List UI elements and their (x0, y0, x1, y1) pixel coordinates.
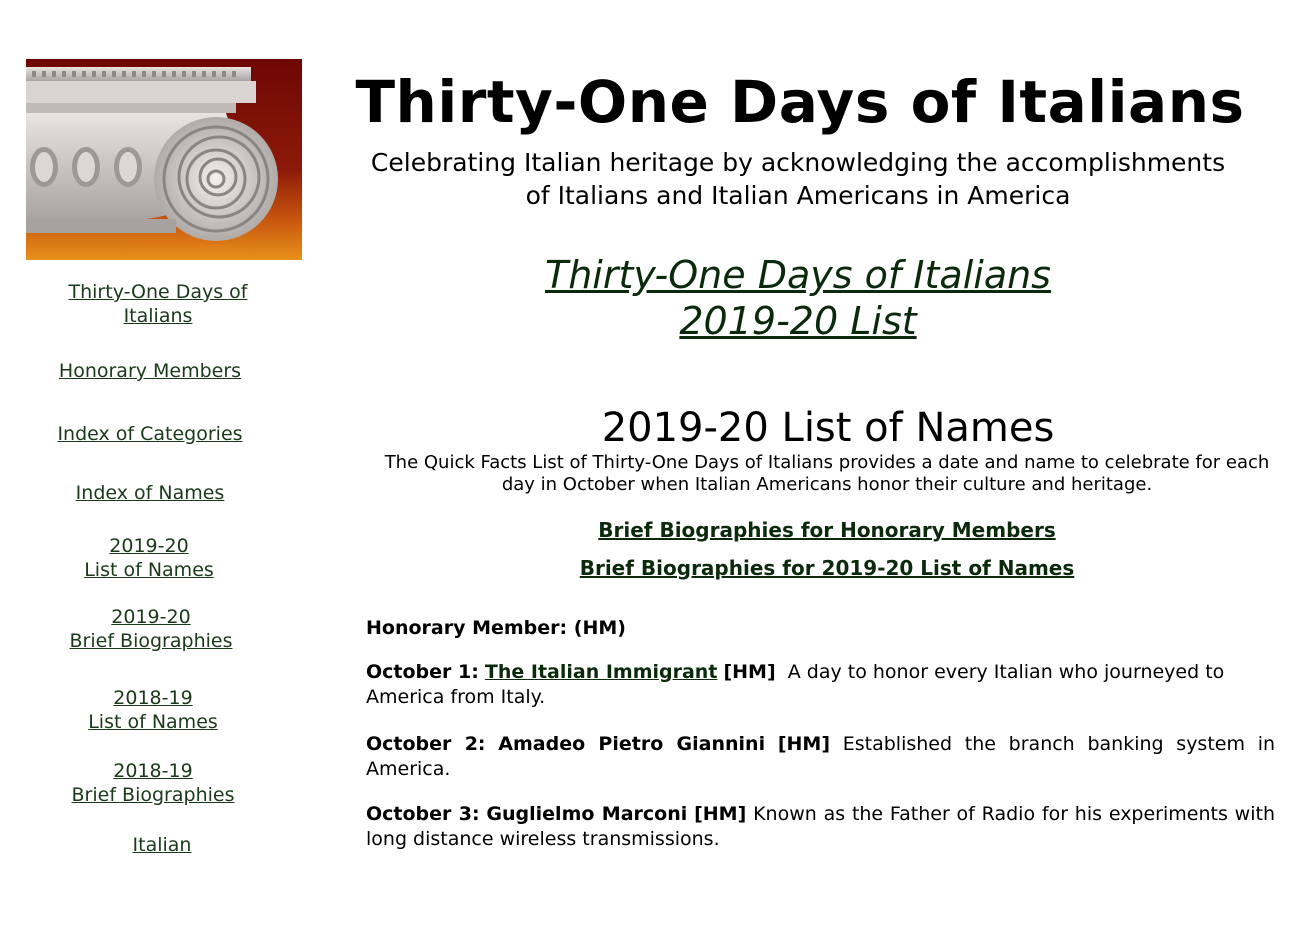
sidebar-item-label: 2018-19 (113, 687, 193, 709)
sidebar-item-label: Honorary Members (58, 360, 242, 382)
sidebar-item-label: Brief Biographies (69, 630, 233, 652)
entry-date: October 3: (366, 803, 480, 825)
sidebar-item-label: Thirty-One Days of (68, 281, 248, 303)
sidebar-item-label: 2018-19 (113, 760, 193, 782)
sidebar-item-label: Italians (123, 305, 193, 327)
sidebar-item-label: 2019-20 (109, 535, 189, 557)
sidebar-item-italian[interactable] (52, 833, 272, 857)
sidebar-item-2019-list[interactable] (39, 534, 259, 582)
sidebar-item-2019-bios[interactable] (41, 605, 261, 653)
sidebar-item-label: Brief Biographies (71, 784, 235, 806)
entry-date: October 2: (366, 733, 486, 755)
bio-link-list-wrap (366, 555, 1288, 581)
sidebar-item-index-categories[interactable] (40, 422, 260, 446)
intro-text: The Quick Facts List of Thirty-One Days of Italians provides a date and name to celebrate for each day in October when Italian Americans honor their culture and heritage. (384, 452, 1270, 495)
list-link-line: 2019-20 List (679, 299, 917, 343)
list-2019-link[interactable] (340, 252, 1256, 344)
entry-description: Known as the Father of Radio for his experiments with long distance wireless transmissions. (366, 803, 1275, 850)
tagline-line: Celebrating Italian heritage by acknowledging the accomplishments (370, 148, 1226, 177)
entry-description: Established the branch banking system in America. (366, 733, 1276, 780)
bio-link-honorary-wrap (366, 517, 1288, 543)
entry-oct-3 (366, 802, 1275, 852)
list-link-line: Thirty-One Days of Italians (545, 253, 1051, 297)
entry-tag: [HM] (723, 661, 776, 683)
sidebar-item-2018-bios[interactable] (43, 759, 263, 807)
sidebar-item-label: Italian (132, 834, 192, 856)
legend-text: Honorary Member: (HM) (366, 617, 626, 639)
sidebar-item-label: 2019-20 (111, 606, 191, 628)
entry-oct-2 (366, 732, 1275, 782)
sidebar-item-label: List of Names (88, 711, 218, 733)
sidebar-item-thirty-one-days[interactable] (48, 280, 268, 328)
entry-description: A day to honor every Italian who journeyed to America from Italy. (366, 661, 1225, 708)
tagline-line: of Italians and Italian Americans in America (525, 181, 1071, 210)
ionic-column-icon (26, 59, 302, 260)
entry-name: Guglielmo Marconi (486, 803, 688, 825)
sidebar-item-honorary-members[interactable] (40, 359, 260, 383)
sidebar-item-label: Index of Categories (57, 423, 243, 445)
entry-oct-1 (366, 660, 1275, 710)
entry-name-link[interactable]: The Italian Immigrant (484, 661, 718, 683)
sidebar-item-2018-list[interactable] (43, 686, 263, 734)
entry-tag: [HM] (694, 803, 747, 825)
bio-link-list[interactable]: Brief Biographies for 2019-20 List of Names (579, 556, 1075, 580)
bio-link-honorary[interactable]: Brief Biographies for Honorary Members (598, 518, 1056, 542)
section-title: 2019-20 List of Names (601, 405, 1055, 451)
logo-ionic-capital (26, 59, 302, 260)
entry-tag: [HM] (777, 733, 831, 755)
tagline (340, 146, 1256, 212)
sidebar-item-label: Index of Names (75, 482, 225, 504)
page-title: Thirty-One Days of Italians (355, 68, 1245, 136)
entry-date: October 1: (366, 661, 479, 683)
legend (366, 616, 1275, 641)
entry-name: Amadeo Pietro Giannini (498, 733, 766, 755)
sidebar-item-index-names[interactable] (40, 481, 260, 505)
sidebar-item-label: List of Names (84, 559, 214, 581)
